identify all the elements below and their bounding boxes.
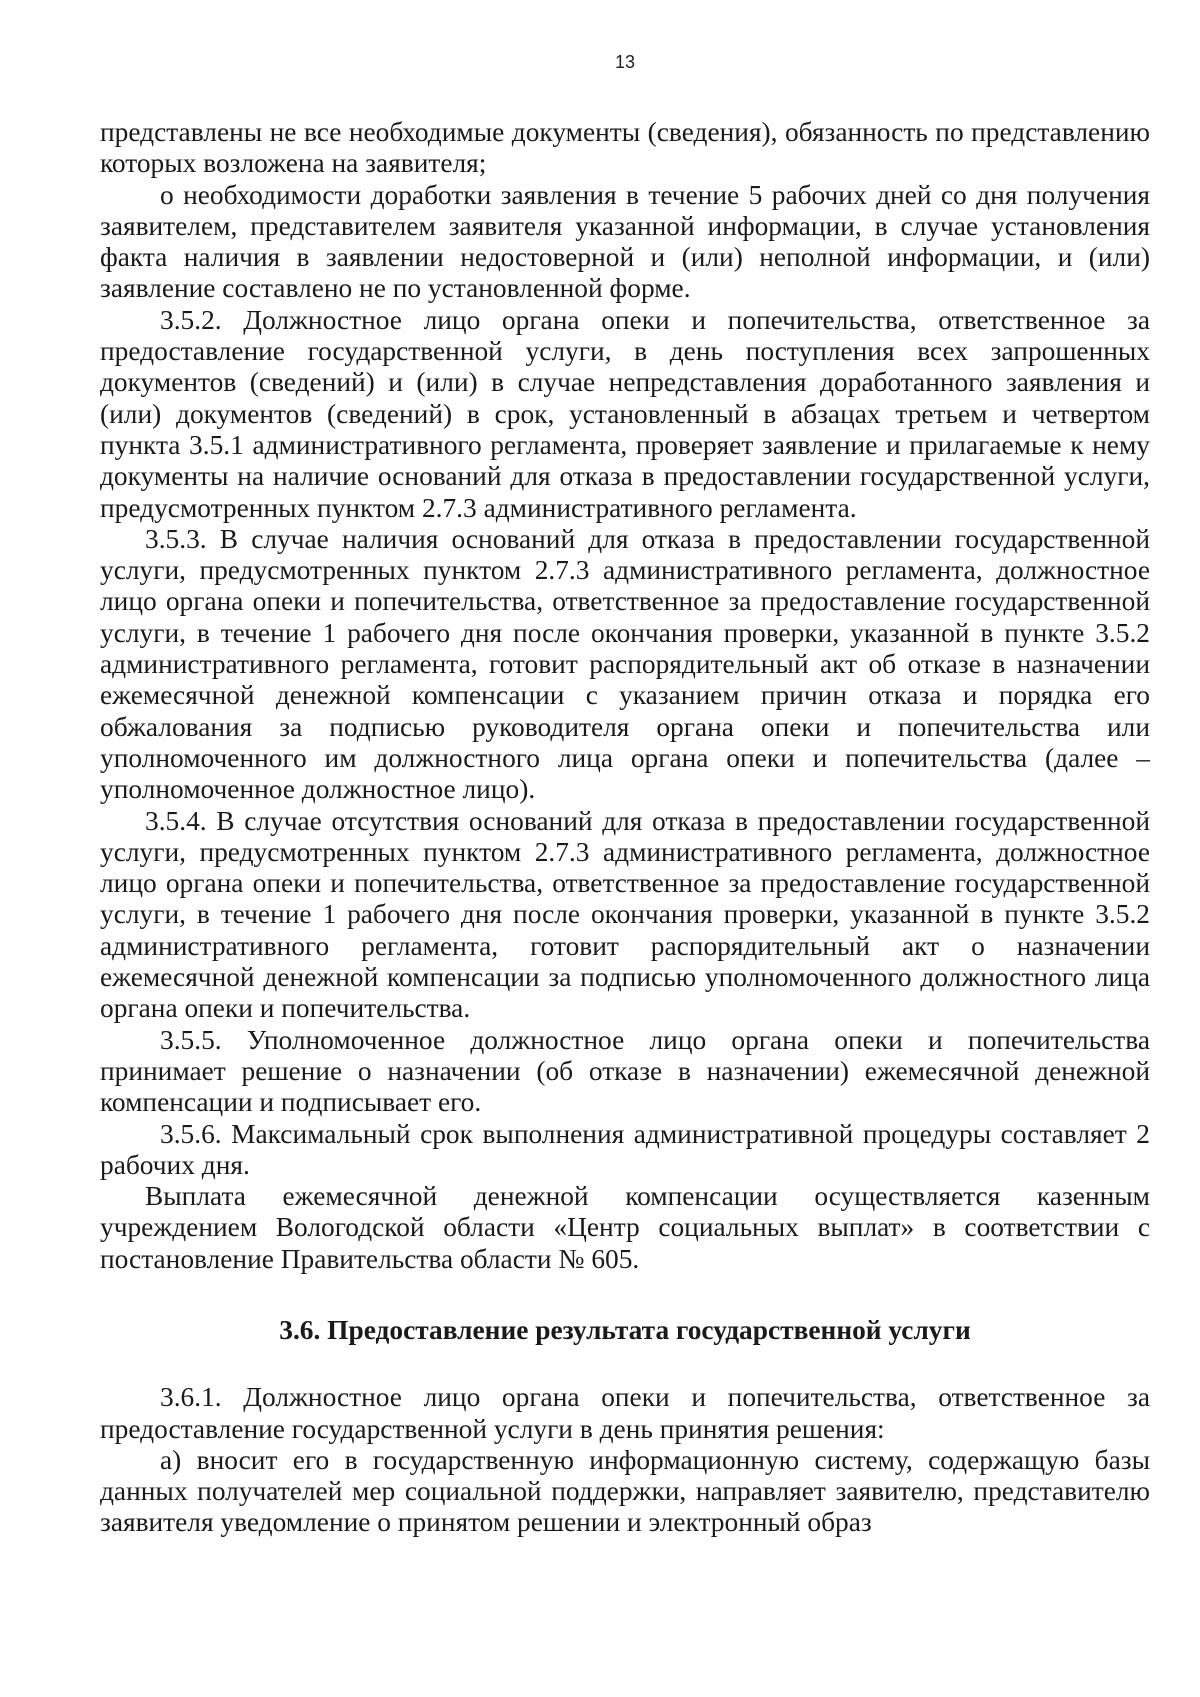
section-heading: 3.6. Предоставление результата государственной услуги [279,1314,971,1345]
paragraph: 3.5.5. Уполномоченное должностное лицо органа опеки и попечительства принимает решение о назначении (об отказе в назначении) ежемесячной денежной компенсации и подписывает его. [100,1024,1150,1118]
document-body-continued [100,1382,1150,1538]
document-page [100,52,1150,1539]
paragraph: 3.5.4. В случае отсутствия оснований для отказа в предоставлении государственной услуги, предусмотренных пунктом 2.7.3 административного регламента, должностное лицо органа опеки и попечительства, ответственное за предоставление государственной услуги, в течение 1 рабочего дня после окончания проверки, указанной в пункте 3.5.2 административного регламента, готовит распорядительный акт о назначении ежемесячной денежной компенсации за подписью уполномоченного должностного лица органа опеки и попечительства. [100,805,1150,1024]
paragraph: представлены не все необходимые документы (сведения), обязанность по представлению которых возложена на заявителя; [100,117,1150,179]
paragraph: а) вносит его в государственную информационную систему, содержащую базы данных получателей мер социальной поддержки, направляет заявителю, представителю заявителя уведомление о принятом решении и электронный образ [100,1444,1150,1538]
paragraph: о необходимости доработки заявления в течение 5 рабочих дней со дня получения заявителем, представителем заявителя указанной информации, в случае установления факта наличия в заявлении недостоверной и (или) неполной информации, и (или) заявление составлено не по установленной форме. [100,179,1150,304]
paragraph: 3.5.2. Должностное лицо органа опеки и попечительства, ответственное за предоставление государственной услуги, в день поступления всех запрошенных документов (сведений) и (или) в случае непредставления доработанного заявления и (или) документов (сведений) в срок, установленный в абзацах третьем и четвертом пункта 3.5.1 административного регламента, проверяет заявление и прилагаемые к нему документы на наличие оснований для отказа в предоставлении государственной услуги, предусмотренных пунктом 2.7.3 административного регламента. [100,304,1150,523]
paragraph: 3.5.3. В случае наличия оснований для отказа в предоставлении государственной услуги, предусмотренных пунктом 2.7.3 административного регламента, должностное лицо органа опеки и попечительства, ответственное за предоставление государственной услуги, в течение 1 рабочего дня после окончания проверки, указанной в пункте 3.5.2 административного регламента, готовит распорядительный акт об отказе в назначении ежемесячной денежной компенсации с указанием причин отказа и порядка его обжалования за подписью руководителя органа опеки и попечительства или уполномоченного им должностного лица органа опеки и попечительства (далее – уполномоченное должностное лицо). [100,523,1150,805]
paragraph: Выплата ежемесячной денежной компенсации осуществляется казенным учреждением Вологодской области «Центр социальных выплат» в соответствии с постановление Правительства области № 605. [100,1181,1150,1274]
paragraph: 3.6.1. Должностное лицо органа опеки и попечительства, ответственное за предоставление государственной услуги в день принятия решения: [100,1382,1150,1444]
page-number: 13 [614,52,636,72]
paragraph: 3.5.6. Максимальный срок выполнения административной процедуры составляет 2 рабочих дня. [100,1118,1150,1180]
document-body [100,117,1150,1275]
